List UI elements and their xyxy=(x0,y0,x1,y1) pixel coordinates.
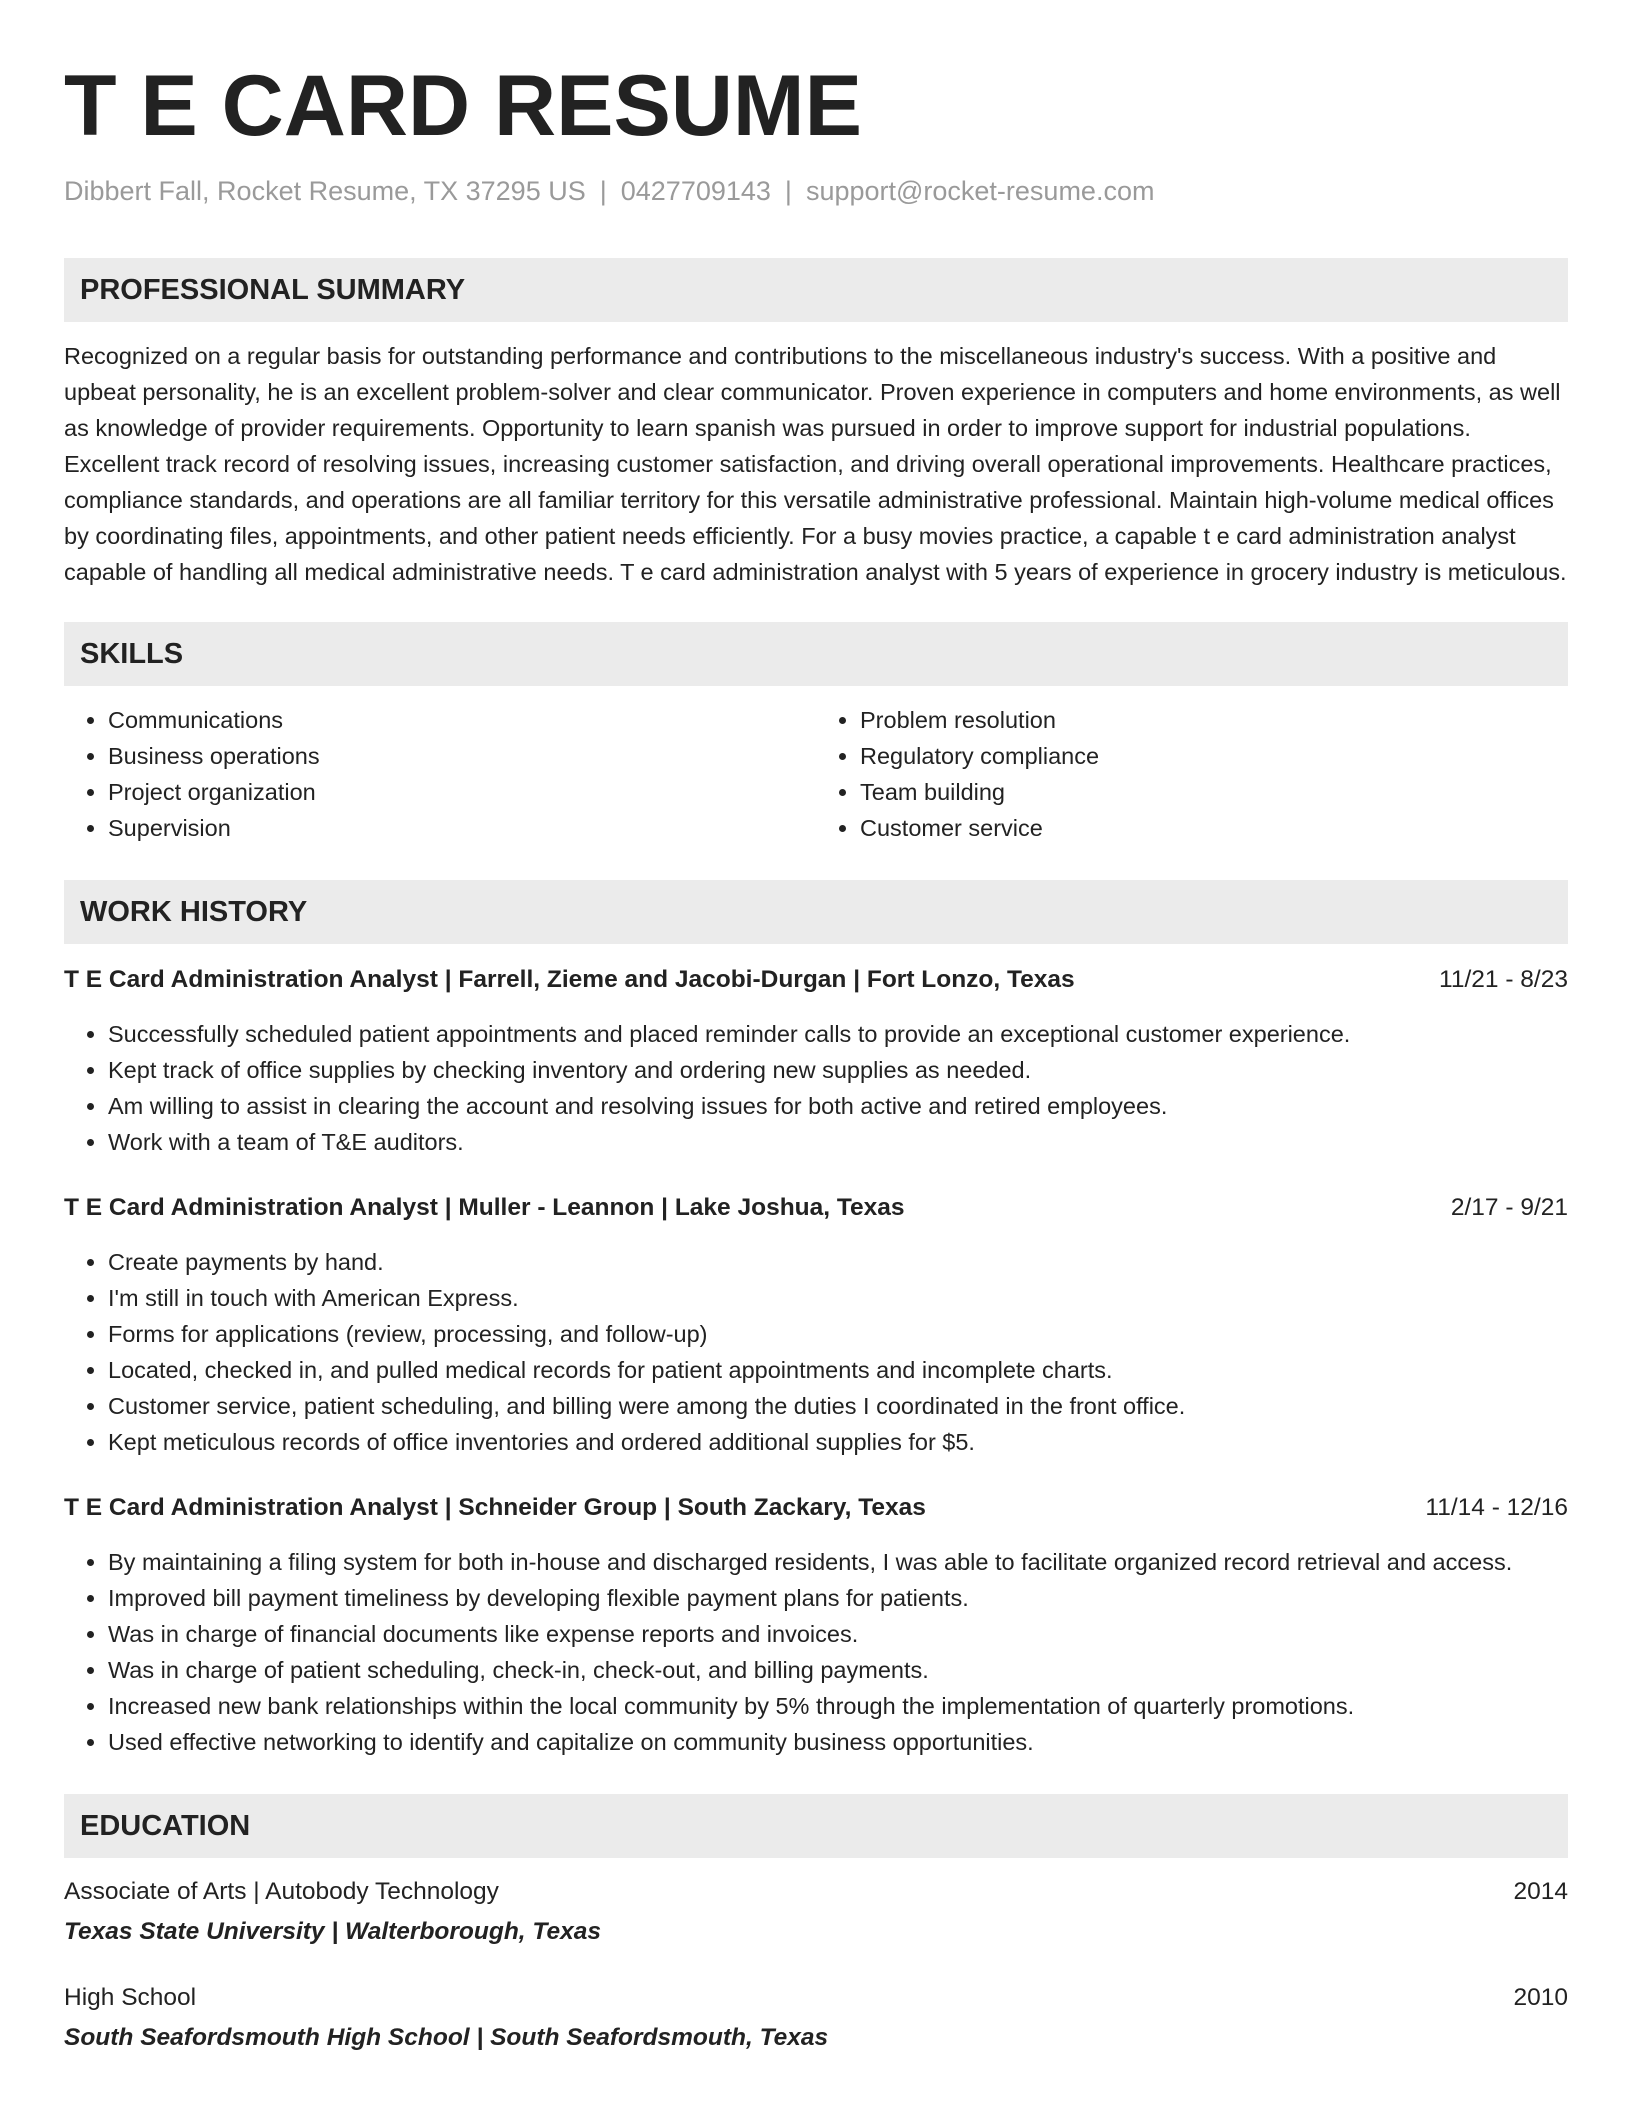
skill-item: • Business operations xyxy=(108,738,816,774)
job-bullet: • Customer service, patient scheduling, and billing were among the duties I coordinated in the front office. xyxy=(108,1388,1568,1424)
job-dates: 11/14 - 12/16 xyxy=(1425,1494,1568,1521)
job-entry xyxy=(64,962,1568,1160)
education-entry xyxy=(64,1980,1568,2056)
job-bullet: • Kept meticulous records of office inventories and ordered additional supplies for $5. xyxy=(108,1424,1568,1460)
contact-email: support@rocket-resume.com xyxy=(805,176,1155,206)
education-year: 2010 xyxy=(1513,1984,1568,2011)
job-bullet: • Located, checked in, and pulled medical records for patient appointments and incomplete charts. xyxy=(108,1352,1568,1388)
job-bullet: • Used effective networking to identify and capitalize on community business opportunities. xyxy=(108,1724,1568,1760)
job-header xyxy=(64,1190,1568,1226)
contact-phone: 0427709143 xyxy=(620,176,771,206)
section-heading-education: EDUCATION xyxy=(64,1794,1568,1858)
education-header xyxy=(64,1874,1568,1910)
education-header xyxy=(64,1980,1568,2016)
job-header xyxy=(64,962,1568,998)
skill-item: • Regulatory compliance xyxy=(860,738,1568,774)
job-header xyxy=(64,1490,1568,1526)
job-entry xyxy=(64,1490,1568,1760)
section-heading-skills: SKILLS xyxy=(64,622,1568,686)
job-bullet: • Improved bill payment timeliness by developing flexible payment plans for patients. xyxy=(108,1580,1568,1616)
job-bullet: • Create payments by hand. xyxy=(108,1244,1568,1280)
job-title: T E Card Administration Analyst | Farrell, Zieme and Jacobi-Durgan | Fort Lonzo, Texas xyxy=(64,966,1075,993)
skills-column-right xyxy=(816,702,1568,846)
education-year: 2014 xyxy=(1513,1878,1568,1905)
job-bullets xyxy=(64,1544,1568,1760)
skill-item: • Communications xyxy=(108,702,816,738)
skills-column-left xyxy=(64,702,816,846)
job-bullet: • Successfully scheduled patient appointments and placed reminder calls to provide an exceptional customer experience. xyxy=(108,1016,1568,1052)
contact-separator: | xyxy=(784,176,792,206)
skill-item: • Project organization xyxy=(108,774,816,810)
job-bullets xyxy=(64,1016,1568,1160)
job-bullets xyxy=(64,1244,1568,1460)
education-degree: High School xyxy=(64,1984,197,2011)
contact-address: Dibbert Fall, Rocket Resume, TX 37295 US xyxy=(64,176,586,206)
job-bullet: • Am willing to assist in clearing the account and resolving issues for both active and retired employees. xyxy=(108,1088,1568,1124)
job-bullet: • Forms for applications (review, processing, and follow-up) xyxy=(108,1316,1568,1352)
resume-name: T E CARD RESUME xyxy=(64,58,862,154)
education-entry xyxy=(64,1874,1568,1950)
job-bullet: • Increased new bank relationships within the local community by 5% through the implementation of quarterly promotions. xyxy=(108,1688,1568,1724)
job-dates: 2/17 - 9/21 xyxy=(1450,1194,1568,1221)
job-bullet: • Was in charge of patient scheduling, check-in, check-out, and billing payments. xyxy=(108,1652,1568,1688)
education-school: South Seafordsmouth High School | South Seafordsmouth, Texas xyxy=(64,2024,829,2051)
job-entry xyxy=(64,1190,1568,1460)
education-school: Texas State University | Walterborough, Texas xyxy=(64,1918,601,1945)
skill-item: • Customer service xyxy=(860,810,1568,846)
job-bullet: • Work with a team of T&E auditors. xyxy=(108,1124,1568,1160)
contact-line xyxy=(64,174,1568,208)
contact-separator: | xyxy=(599,176,607,206)
education-degree: Associate of Arts | Autobody Technology xyxy=(64,1878,499,1905)
job-title: T E Card Administration Analyst | Muller - Leannon | Lake Joshua, Texas xyxy=(64,1194,905,1221)
summary-text: Recognized on a regular basis for outstanding performance and contributions to the miscellaneous industry's success. With a positive and upbeat personality, he is an excellent problem-solver and clear communicator. Proven experience in computers and home environments, as well as knowledge of provider requirements. Opportunity to learn spanish was pursued in order to improve support for industrial populations. Excellent track record of resolving issues, increasing customer satisfaction, and driving overall operational improvements. Healthcare practices, compliance standards, and operations are all familiar territory for this versatile administrative professional. Maintain high-volume medical offices by coordinating files, appointments, and other patient needs efficiently. For a busy movies practice, a capable t e card administration analyst capable of handling all medical administrative needs. T e card administration analyst with 5 years of experience in grocery industry is meticulous. xyxy=(64,343,1567,585)
job-bullet: • Was in charge of financial documents like expense reports and invoices. xyxy=(108,1616,1568,1652)
job-bullet: • By maintaining a filing system for both in-house and discharged residents, I was able to facilitate organized record retrieval and access. xyxy=(108,1544,1568,1580)
skill-item: • Problem resolution xyxy=(860,702,1568,738)
skill-item: • Supervision xyxy=(108,810,816,846)
skill-item: • Team building xyxy=(860,774,1568,810)
section-heading-work-history: WORK HISTORY xyxy=(64,880,1568,944)
job-dates: 11/21 - 8/23 xyxy=(1439,966,1568,993)
skills-list xyxy=(64,702,1568,846)
job-bullet: • Kept track of office supplies by checking inventory and ordering new supplies as needed. xyxy=(108,1052,1568,1088)
section-heading-summary: PROFESSIONAL SUMMARY xyxy=(64,258,1568,322)
job-bullet: • I'm still in touch with American Express. xyxy=(108,1280,1568,1316)
job-title: T E Card Administration Analyst | Schneider Group | South Zackary, Texas xyxy=(64,1494,926,1521)
